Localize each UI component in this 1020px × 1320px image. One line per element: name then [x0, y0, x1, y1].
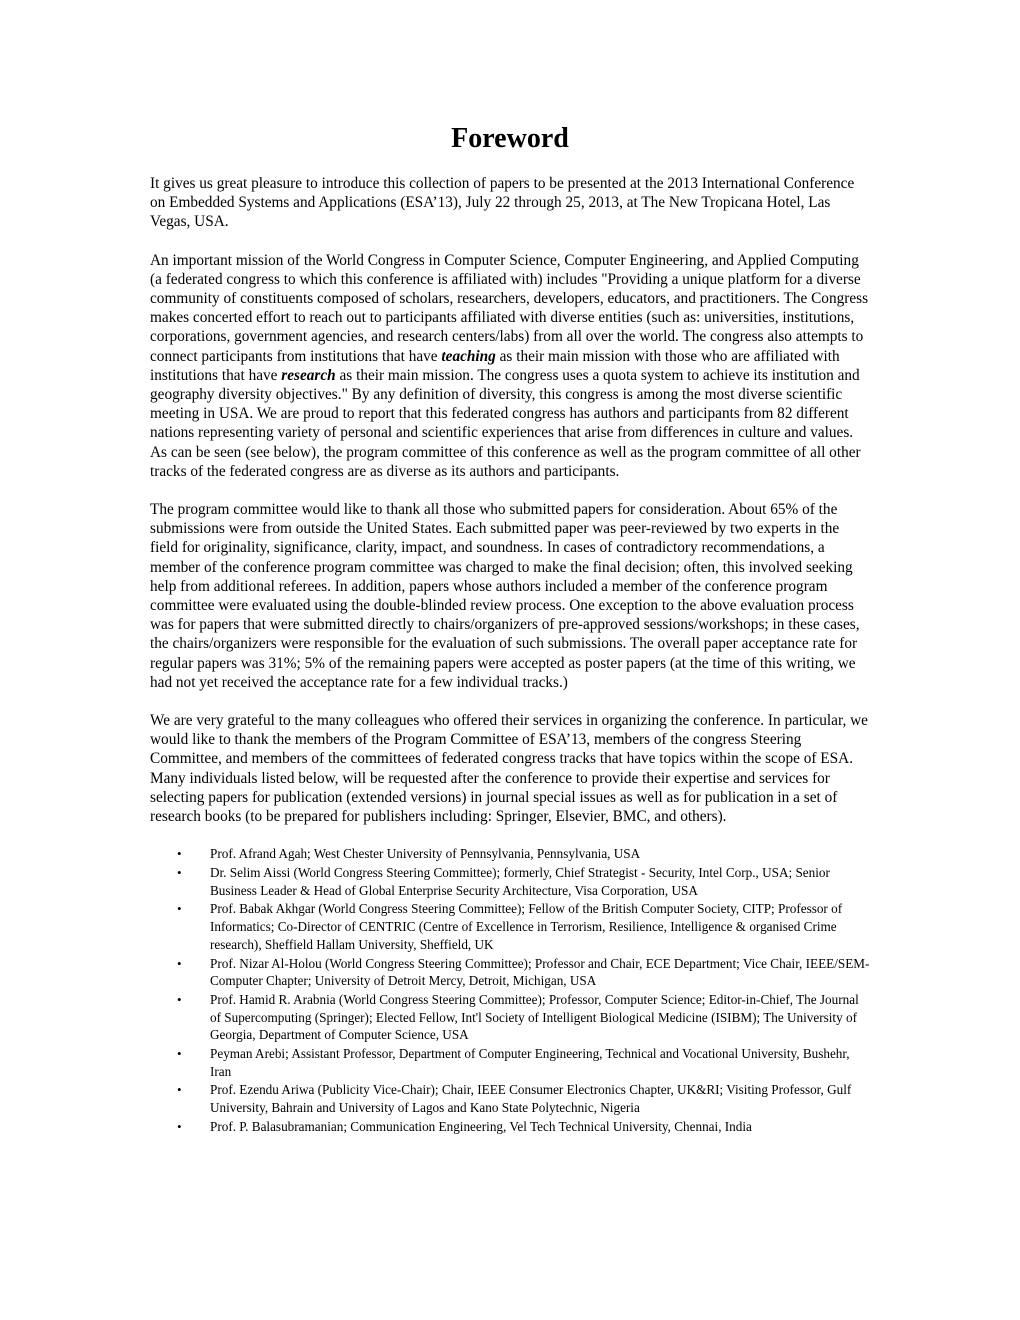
bullet-icon: • — [177, 1046, 182, 1062]
bullet-icon: • — [177, 865, 182, 880]
bullet-icon: • — [177, 1082, 182, 1098]
committee-member-item — [150, 864, 870, 899]
committee-member-text: Prof. Ezendu Ariwa (Publicity Vice-Chair); Chair, IEEE Consumer Electronics Chapter, UK&RI; Visiting Professor, Gulf University, Bahrain and University of Lagos and Kano State Polytechnic, Nigeria — [210, 1082, 852, 1116]
committee-member-text: Prof. Hamid R. Arabnia (World Congress Steering Committee); Professor, Computer Science; Editor-in-Chief, The Journal of Supercomputing (Springer); Elected Fellow, Int'l Society of Intelligent Biological Medicine (ISIBM); The University of Georgia, Department of Computer Science, USA — [210, 991, 859, 1043]
committee-member-item — [150, 1118, 870, 1136]
mission-text-part-2: as their main mission with those who are affiliated with institutions that have — [150, 347, 840, 384]
acknowledgement-paragraph: We are very grateful to the many colleagues who offered their services in organizing the conference. In particular, we would like to thank the members of the Program Committee of ESA’13, members of the congress Steering Committee, and members of the committees of federated congress tracks that have topics within the scope of ESA. Many individuals listed below, will be requested after the conference to provide their expertise and services for selecting papers for publication (extended versions) in journal special issues as well as for publication in a set of research books (to be prepared for publishers including: Springer, Elsevier, BMC, and others). — [150, 712, 868, 826]
document-page — [150, 122, 870, 1137]
committee-member-item — [150, 900, 870, 953]
committee-member-item — [150, 955, 870, 990]
committee-member-text: Prof. Nizar Al-Holou (World Congress Steering Committee); Professor and Chair, ECE Department; Vice Chair, IEEE/SEM-Computer Chapter; University of Detroit Mercy, Detroit, Michigan, USA — [210, 955, 870, 989]
bullet-icon: • — [177, 955, 182, 971]
committee-member-text: Peyman Arebi; Assistant Professor, Department of Computer Engineering, Technical and Vocational University, Bushehr, Iran — [210, 1046, 850, 1079]
bullet-icon: • — [177, 901, 182, 917]
committee-member-text: Prof. Babak Akhgar (World Congress Steering Committee); Fellow of the British Computer Society, CITP; Professor of Informatics; Co-Director of CENTRIC (Centre of Excellence in Terrorism, Resilience, Intelligence & organised Crime research), Sheffield Hallam University, Sheffield, UK — [210, 901, 843, 952]
bullet-icon: • — [177, 1118, 182, 1134]
committee-member-text: Prof. P. Balasubramanian; Communication Engineering, Vel Tech Technical University, Chennai, India — [210, 1118, 752, 1134]
committee-member-text: Dr. Selim Aissi (World Congress Steering Committee); formerly, Chief Strategist - Security, Intel Corp., USA; Senior Business Leader & Head of Global Enterprise Security Architecture, Visa Corporation, USA — [210, 865, 830, 898]
committee-member-text: Prof. Afrand Agah; West Chester University of Pennsylvania, Pennsylvania, USA — [210, 846, 641, 862]
mission-text-part-3: as their main mission. The congress uses a quota system to achieve its institution and geography diversity objectives." By any definition of diversity, this congress is among the most diverse scientific meeting in USA. We are proud to report that this federated congress has authors and participants from 82 different nations representing variety of personal and scientific experiences that arise from differences in culture and values. As can be seen (see below), the program committee of this conference as well as the program committee of all other tracks of the federated congress are as diverse as its authors and participants. — [150, 366, 861, 480]
mission-text-part-1: An important mission of the World Congress in Computer Science, Computer Engineering, and Applied Computing (a federated congress to which this conference is affiliated with) includes "Providing a unique platform for a diverse community of constituents composed of scholars, researchers, developers, educators, and practitioners. The Congress makes concerted effort to reach out to participants affiliated with diverse entities (such as: universities, institutions, corporations, government agencies, and research centers/labs) from all over the world. The congress also attempts to connect participants from institutions that have — [150, 251, 869, 365]
intro-paragraph: It gives us great pleasure to introduce this collection of papers to be presented at the 2013 International Conference on Embedded Systems and Applications (ESA’13), July 22 through 25, 2013, at The New Tropicana Hotel, Las Vegas, USA. — [150, 175, 855, 231]
mission-paragraph — [150, 251, 870, 481]
committee-member-item — [150, 1081, 870, 1116]
emphasis-research: research — [281, 366, 336, 384]
committee-member-item — [150, 1045, 870, 1080]
page-title: Foreword — [451, 123, 569, 154]
emphasis-teaching: teaching — [441, 347, 496, 365]
bullet-icon: • — [177, 991, 182, 1007]
committee-member-item — [150, 991, 870, 1044]
committee-member-list — [150, 845, 870, 1135]
bullet-icon: • — [177, 846, 182, 862]
committee-member-item — [150, 845, 870, 863]
review-process-paragraph: The program committee would like to thank all those who submitted papers for consideration. About 65% of the submissions were from outside the United States. Each submitted paper was peer-reviewed by two experts in the field for originality, significance, clarity, impact, and soundness. In cases of contradictory recommendations, a member of the conference program committee was charged to make the final decision; often, this involved seeking help from additional referees. In addition, papers whose authors included a member of the conference program committee were evaluated using the double-blinded review process. One exception to the above evaluation process was for papers that were submitted directly to chairs/organizers of pre-approved sessions/workshops; in these cases, the chairs/organizers were responsible for the evaluation of such submissions. The overall paper acceptance rate for regular papers was 31%; 5% of the remaining papers were accepted as poster papers (at the time of this writing, we had not yet received the acceptance rate for a few individual tracks.) — [150, 501, 860, 691]
